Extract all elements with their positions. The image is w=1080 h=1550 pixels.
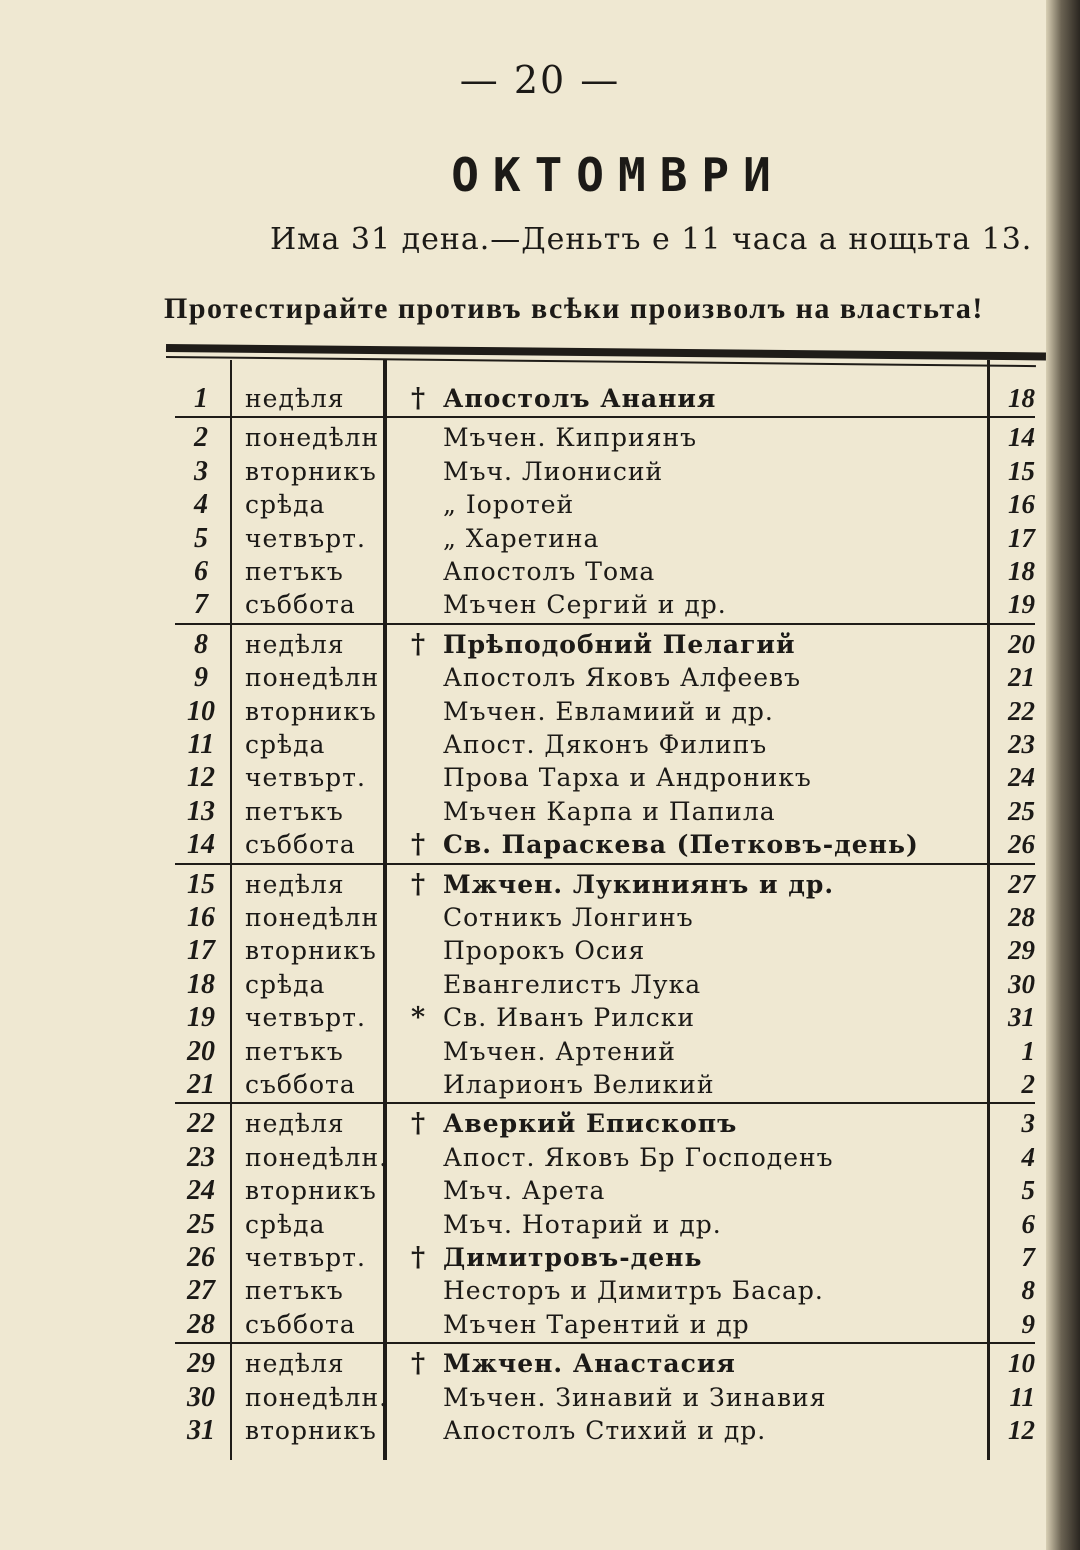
date-cell: 24 bbox=[187, 1175, 215, 1207]
weekday-cell: вторникъ bbox=[245, 1416, 377, 1445]
old-style-date-cell: 24 bbox=[1008, 762, 1035, 793]
saint-cell: Мъчен Сергий и др. bbox=[443, 590, 727, 620]
calendar-row bbox=[175, 728, 1035, 761]
old-style-date-cell: 31 bbox=[1008, 1002, 1035, 1033]
feast-mark: † bbox=[410, 1348, 426, 1380]
saint-cell: Мжчен. Анастасия bbox=[443, 1349, 736, 1379]
old-style-date-cell: 3 bbox=[1021, 1108, 1035, 1139]
date-cell: 21 bbox=[187, 1069, 215, 1100]
calendar-row bbox=[175, 1241, 1035, 1274]
weekday-cell: понедѣлн bbox=[245, 903, 380, 932]
calendar-row bbox=[175, 661, 1035, 694]
old-style-date-cell: 4 bbox=[1021, 1141, 1035, 1172]
feast-mark: † bbox=[410, 1242, 426, 1273]
weekday-cell: понедѣлн bbox=[245, 423, 380, 453]
calendar-row bbox=[175, 968, 1035, 1001]
date-cell: 31 bbox=[187, 1415, 215, 1446]
old-style-date-cell: 18 bbox=[1008, 556, 1035, 586]
date-cell: 20 bbox=[187, 1035, 215, 1067]
weekday-cell: съббота bbox=[245, 830, 356, 860]
weekday-cell: петъкъ bbox=[245, 1036, 344, 1066]
weekday-cell: съббота bbox=[245, 1309, 356, 1339]
feast-mark: † bbox=[410, 628, 426, 660]
saint-cell: Мъчен. Артений bbox=[443, 1036, 676, 1066]
weekday-cell: вторникъ bbox=[245, 456, 377, 486]
old-style-date-cell: 21 bbox=[1008, 662, 1035, 693]
calendar-row bbox=[175, 628, 1035, 661]
date-cell: 4 bbox=[194, 489, 208, 521]
weekday-cell: срѣда bbox=[245, 1209, 326, 1239]
week-separator bbox=[175, 863, 1035, 865]
week-separator bbox=[175, 1102, 1035, 1104]
calendar-row bbox=[175, 488, 1035, 521]
weekday-cell: съббота bbox=[245, 590, 356, 620]
calendar-row bbox=[175, 455, 1035, 488]
calendar-row bbox=[175, 868, 1035, 901]
date-cell: 22 bbox=[187, 1108, 215, 1140]
slogan: Протестирайте противъ всѣки произволъ на властьта! bbox=[164, 292, 984, 325]
weekday-cell: петъкъ bbox=[245, 1276, 344, 1306]
saint-cell: Апост. Дяконъ Филипъ bbox=[443, 730, 768, 759]
weekday-cell: недѣля bbox=[245, 384, 345, 413]
old-style-date-cell: 8 bbox=[1021, 1275, 1035, 1306]
calendar-row bbox=[175, 795, 1035, 828]
weekday-cell: недѣля bbox=[245, 869, 345, 899]
saint-cell: Иларионъ Великий bbox=[443, 1070, 715, 1099]
saint-cell: Димитровъ-день bbox=[443, 1243, 703, 1272]
date-cell: 8 bbox=[194, 628, 208, 660]
month-subtitle: Има 31 дена.—Деньтъ е 11 часа а нощьта 13. bbox=[270, 222, 1033, 257]
weekday-cell: четвърт. bbox=[245, 523, 366, 553]
feast-mark: † bbox=[410, 383, 426, 414]
weekday-cell: петъкъ bbox=[245, 557, 344, 586]
calendar-row bbox=[175, 695, 1035, 728]
calendar-row bbox=[175, 1068, 1035, 1101]
old-style-date-cell: 12 bbox=[1008, 1415, 1035, 1445]
weekday-cell: срѣда bbox=[245, 969, 326, 999]
old-style-date-cell: 15 bbox=[1008, 455, 1035, 486]
saint-cell: Мъч. Лионисий bbox=[443, 456, 664, 486]
old-style-date-cell: 29 bbox=[1008, 935, 1035, 966]
calendar-table bbox=[175, 360, 1035, 1460]
old-style-date-cell: 26 bbox=[1008, 829, 1035, 860]
weekday-cell: вторникъ bbox=[245, 696, 377, 726]
date-cell: 5 bbox=[194, 522, 208, 554]
calendar-row bbox=[175, 1381, 1035, 1414]
old-style-date-cell: 11 bbox=[1009, 1381, 1035, 1412]
saint-cell: „ Іоротей bbox=[443, 490, 575, 520]
saint-cell: Евангелистъ Лука bbox=[443, 969, 702, 999]
weekday-cell: вторникъ bbox=[245, 936, 377, 966]
page-number: — 20 — bbox=[459, 58, 621, 102]
weekday-cell: срѣда bbox=[245, 490, 326, 520]
calendar-row bbox=[175, 934, 1035, 967]
saint-cell: Мъчен Карпа и Папила bbox=[443, 796, 776, 826]
date-cell: 11 bbox=[187, 729, 215, 760]
week-separator bbox=[175, 623, 1035, 625]
weekday-cell: понедѣлн bbox=[245, 663, 380, 693]
old-style-date-cell: 30 bbox=[1008, 968, 1035, 999]
calendar-row bbox=[175, 1035, 1035, 1068]
weekday-cell: четвърт. bbox=[245, 1243, 366, 1272]
calendar-row bbox=[175, 1141, 1035, 1174]
calendar-row bbox=[175, 828, 1035, 861]
saint-cell: Мъчен. Зинавий и Зинавия bbox=[443, 1382, 827, 1412]
saint-cell: Мъч. Арета bbox=[443, 1176, 606, 1206]
old-style-date-cell: 5 bbox=[1021, 1175, 1035, 1206]
old-style-date-cell: 10 bbox=[1008, 1348, 1035, 1379]
saint-cell: Апостолъ Яковъ Алфеевъ bbox=[443, 663, 802, 693]
saint-cell: Мъчен. Киприянъ bbox=[443, 423, 698, 453]
calendar-row bbox=[175, 1274, 1035, 1307]
month-title: ОКТОМВРИ bbox=[451, 148, 785, 202]
calendar-row bbox=[175, 1308, 1035, 1341]
saint-cell: Апостолъ Анания bbox=[443, 384, 717, 413]
weekday-cell: недѣля bbox=[245, 1349, 345, 1379]
weekday-cell: понедѣлн. bbox=[245, 1142, 389, 1172]
date-cell: 17 bbox=[187, 935, 215, 967]
calendar-row bbox=[175, 1208, 1035, 1241]
feast-mark: † bbox=[410, 1108, 426, 1140]
date-cell: 10 bbox=[187, 695, 215, 727]
date-cell: 9 bbox=[194, 662, 208, 694]
old-style-date-cell: 19 bbox=[1008, 589, 1035, 620]
saint-cell: „ Харетина bbox=[443, 523, 600, 553]
weekday-cell: понедѣлн. bbox=[245, 1382, 389, 1412]
calendar-row bbox=[175, 901, 1035, 934]
calendar-row bbox=[175, 555, 1035, 588]
date-cell: 25 bbox=[187, 1208, 215, 1240]
old-style-date-cell: 23 bbox=[1008, 729, 1035, 759]
saint-cell: Мжчен. Лукиниянъ и др. bbox=[443, 869, 835, 899]
date-cell: 16 bbox=[187, 902, 215, 933]
feast-mark: † bbox=[410, 829, 426, 861]
saint-cell: Мъч. Нотарий и др. bbox=[443, 1209, 722, 1239]
page-edge-shadow bbox=[1046, 0, 1080, 1550]
week-separator bbox=[175, 416, 1035, 418]
old-style-date-cell: 18 bbox=[1008, 383, 1035, 413]
old-style-date-cell: 17 bbox=[1008, 522, 1035, 553]
saint-cell: Апост. Яковъ Бр Господенъ bbox=[443, 1142, 834, 1172]
calendar-row bbox=[175, 1347, 1035, 1380]
date-cell: 6 bbox=[194, 556, 208, 587]
weekday-cell: съббота bbox=[245, 1070, 356, 1099]
saint-cell: Прова Тарха и Андроникъ bbox=[443, 763, 812, 793]
date-cell: 13 bbox=[187, 795, 215, 827]
calendar-row bbox=[175, 588, 1035, 621]
calendar-row bbox=[175, 522, 1035, 555]
saint-cell: Пророкъ Осия bbox=[443, 936, 646, 966]
calendar-row bbox=[175, 1001, 1035, 1034]
date-cell: 26 bbox=[187, 1242, 215, 1273]
saint-cell: Св. Параскева (Петковъ-день) bbox=[443, 830, 919, 860]
old-style-date-cell: 20 bbox=[1008, 628, 1035, 659]
old-style-date-cell: 7 bbox=[1021, 1242, 1035, 1272]
saint-cell: Св. Иванъ Рилски bbox=[443, 1003, 696, 1033]
old-style-date-cell: 2 bbox=[1021, 1069, 1035, 1099]
old-style-date-cell: 6 bbox=[1021, 1208, 1035, 1239]
old-style-date-cell: 27 bbox=[1008, 868, 1035, 899]
saint-cell: Несторъ и Димитръ Басар. bbox=[443, 1276, 824, 1306]
weekday-cell: четвърт. bbox=[245, 763, 366, 793]
date-cell: 7 bbox=[194, 589, 208, 621]
date-cell: 28 bbox=[187, 1308, 215, 1340]
saint-cell: Мъчен Тарентий и др bbox=[443, 1309, 750, 1339]
saint-cell: Апостолъ Тома bbox=[443, 557, 656, 586]
date-cell: 14 bbox=[187, 829, 215, 861]
calendar-row bbox=[175, 1174, 1035, 1207]
feast-mark: † bbox=[410, 868, 426, 900]
weekday-cell: срѣда bbox=[245, 730, 326, 759]
date-cell: 15 bbox=[187, 868, 215, 900]
old-style-date-cell: 16 bbox=[1008, 489, 1035, 520]
calendar-row bbox=[175, 382, 1035, 415]
calendar-row bbox=[175, 1414, 1035, 1447]
date-cell: 23 bbox=[187, 1141, 215, 1173]
weekday-cell: четвърт. bbox=[245, 1003, 366, 1033]
saint-cell: Прѣподобний Пелагий bbox=[443, 629, 796, 659]
date-cell: 18 bbox=[187, 968, 215, 1000]
saint-cell: Апостолъ Стихий и др. bbox=[443, 1416, 767, 1445]
old-style-date-cell: 1 bbox=[1021, 1035, 1035, 1066]
date-cell: 1 bbox=[194, 383, 208, 414]
saint-cell: Аверкий Епископъ bbox=[443, 1109, 738, 1139]
old-style-date-cell: 22 bbox=[1008, 695, 1035, 726]
feast-mark: * bbox=[410, 1002, 426, 1034]
saint-cell: Сотникъ Лонгинъ bbox=[443, 903, 694, 932]
date-cell: 29 bbox=[187, 1348, 215, 1380]
calendar-row bbox=[175, 1107, 1035, 1140]
calendar-row bbox=[175, 761, 1035, 794]
date-cell: 27 bbox=[187, 1275, 215, 1307]
date-cell: 3 bbox=[194, 455, 208, 487]
weekday-cell: петъкъ bbox=[245, 796, 344, 826]
old-style-date-cell: 25 bbox=[1008, 795, 1035, 826]
week-separator bbox=[175, 1342, 1035, 1344]
old-style-date-cell: 28 bbox=[1008, 902, 1035, 932]
old-style-date-cell: 14 bbox=[1008, 422, 1035, 453]
date-cell: 30 bbox=[187, 1381, 215, 1413]
weekday-cell: недѣля bbox=[245, 1109, 345, 1139]
old-style-date-cell: 9 bbox=[1021, 1308, 1035, 1339]
weekday-cell: недѣля bbox=[245, 629, 345, 659]
calendar-row bbox=[175, 421, 1035, 454]
date-cell: 2 bbox=[194, 422, 208, 454]
weekday-cell: вторникъ bbox=[245, 1176, 377, 1206]
date-cell: 12 bbox=[187, 762, 215, 794]
saint-cell: Мъчен. Евламиий и др. bbox=[443, 696, 774, 726]
date-cell: 19 bbox=[187, 1002, 215, 1034]
